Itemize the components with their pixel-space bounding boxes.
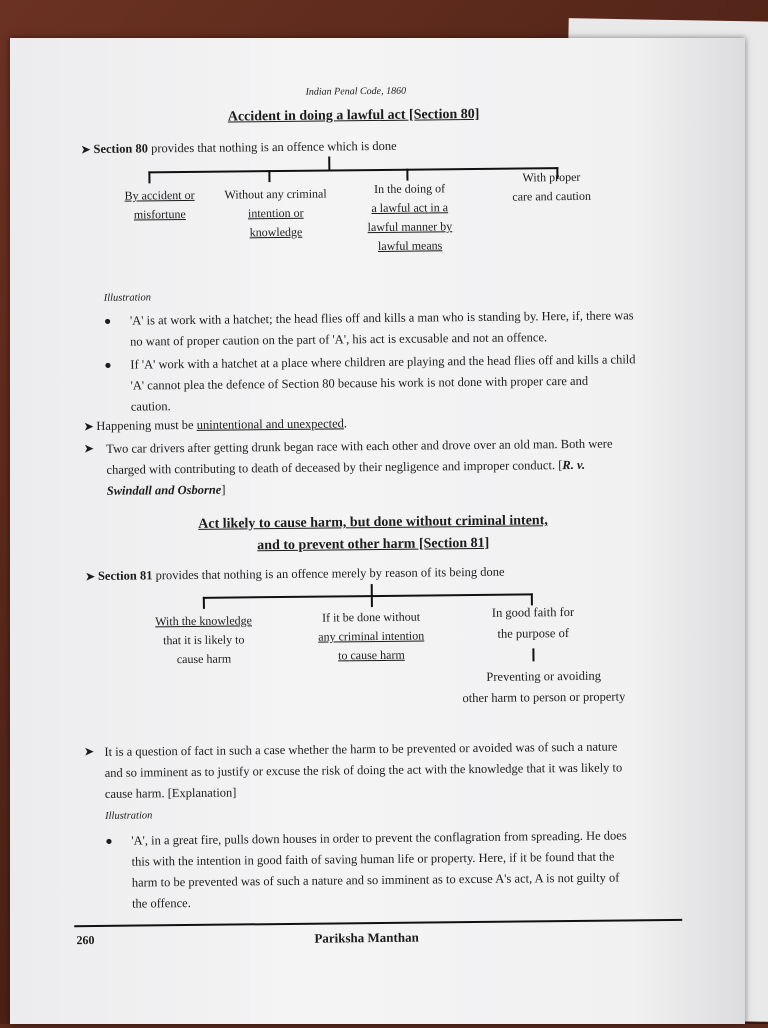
heading-line: Act likely to cause harm, but done without criminal intent, [198, 513, 548, 532]
case-name: Swindall and Osborne [106, 482, 222, 498]
point-case-law [84, 433, 675, 502]
intro-text: provides that nothing is an offence which is done [151, 138, 397, 156]
branch-line: With proper [522, 169, 581, 185]
branch-accident [105, 186, 215, 225]
illustration-label: Illustration [103, 292, 152, 304]
illustration-label: Illustration [105, 810, 153, 822]
illustration-line: 'A' cannot plea the defence of Section 80 because his work is not done with proper care and [130, 373, 589, 393]
publication-name: Pariksha Manthan [314, 929, 419, 946]
illustration-item [104, 305, 674, 353]
tree-bar [203, 593, 533, 598]
footer-rule [74, 919, 682, 927]
illustration-line: no want of proper caution on the part of 'A', his act is excusable and not an offence. [130, 330, 548, 349]
tree-drop [371, 595, 373, 607]
bullet-icon: ● [103, 313, 112, 328]
branch-line: With the knowledge [155, 613, 253, 629]
tree-drop [532, 648, 534, 661]
arrow-bullet-icon: ➤ [84, 745, 94, 759]
page-number: 260 [76, 932, 95, 948]
branch-line: intention or [247, 205, 304, 221]
arrow-bullet-icon: ➤ [83, 420, 94, 434]
section-81-intro [85, 562, 504, 588]
running-head: Indian Penal Code, 1860 [305, 85, 407, 98]
arrow-bullet-icon: ➤ [81, 143, 91, 157]
illustration-line: harm to be prevented was of such a nature and so imminent as to excuse A's act, A is not guilty of [131, 870, 620, 890]
branch-no-criminal-intent [217, 184, 336, 242]
tree-drop [268, 170, 270, 182]
point-explanation [84, 736, 685, 805]
book-page [10, 38, 745, 1024]
branch-knowledge-harm [136, 611, 272, 669]
section-81-heading [173, 510, 573, 558]
branch-proper-care [496, 168, 606, 207]
illustration-line: this with the intention in good faith of saving human life or property. Here, if it be found that the [131, 849, 615, 869]
heading-line: and to prevent other harm [Section 81] [257, 535, 490, 554]
intro-bold: Section 80 [93, 141, 149, 156]
section-80-intro [81, 136, 397, 161]
point-text-underlined: unintentional and unexpected [196, 416, 344, 432]
illustration-line: the offence. [131, 895, 191, 911]
illustration-line: 'A', in a great fire, pulls down houses in order to prevent the conflagration from spreading. He does [131, 828, 627, 848]
point-line: Two car drivers after getting drunk began race with each other and drove over an old man. Both were [106, 436, 613, 456]
branch-line: a lawful act in a [371, 200, 449, 216]
intro-bold: Section 81 [97, 568, 153, 583]
branch-line: other harm to person or property [462, 689, 626, 706]
branch-line: any criminal intention [318, 628, 425, 644]
point-line: and so imminent as to justify or excuse the risk of doing the act with the knowledge that it was likely to [104, 760, 623, 780]
illustration-line: 'A' is at work with a hatchet; the head flies off and kills a man who is standing by. Here, if, there was [129, 308, 634, 328]
illustration-item [104, 349, 675, 418]
branch-line: lawful manner by [367, 219, 453, 235]
tree-drop [148, 171, 150, 183]
intro-text: provides that nothing is an offence merely by reason of its being done [155, 564, 505, 583]
branch-line: By accident or [124, 187, 195, 203]
point-line: ] [221, 482, 226, 497]
point-line: It is a question of fact in such a case whether the harm to be prevented or avoided was of such a nature [104, 739, 618, 759]
point-text: Happening must be [96, 417, 197, 433]
point-line: cause harm. [Explanation] [104, 785, 237, 801]
illustration-line: caution. [130, 399, 171, 414]
point-line: charged with contributing to death of deceased by their negligence and improper conduct. [ [106, 458, 563, 477]
branch-line: lawful means [377, 238, 443, 253]
tree-stem [328, 156, 330, 170]
point-text: . [343, 416, 348, 431]
branch-line: Without any criminal [224, 186, 327, 202]
tree-drop [203, 597, 205, 609]
sub-branch-preventing-harm [444, 665, 644, 709]
branch-line: the purpose of [497, 626, 570, 641]
branch-line: In good faith for [491, 604, 575, 620]
branch-good-faith [473, 602, 593, 645]
branch-line: that it is likely to [163, 632, 245, 648]
point-happening [84, 413, 347, 438]
bullet-icon: ● [105, 833, 113, 848]
illustration-item [105, 825, 686, 915]
branch-line: If it be done without [321, 609, 421, 625]
branch-line: knowledge [249, 224, 303, 240]
branch-line: to cause harm [338, 647, 405, 663]
case-name: R. v. [562, 457, 586, 473]
branch-line: care and caution [512, 188, 592, 204]
branch-line: misfortune [133, 206, 186, 222]
branch-line: In the doing of [373, 181, 446, 197]
branch-line: Preventing or avoiding [486, 668, 602, 684]
branch-without-intention [301, 607, 442, 665]
section-80-heading: Accident in doing a lawful act [Section 80] [227, 106, 480, 125]
arrow-bullet-icon: ➤ [84, 442, 94, 456]
branch-line: cause harm [176, 651, 232, 667]
branch-lawful-act [354, 179, 465, 256]
illustration-line: If 'A' work with a hatchet at a place where children are playing and the head flies off and kills a child [130, 352, 636, 372]
arrow-bullet-icon: ➤ [85, 570, 95, 584]
bullet-icon: ● [104, 357, 112, 372]
